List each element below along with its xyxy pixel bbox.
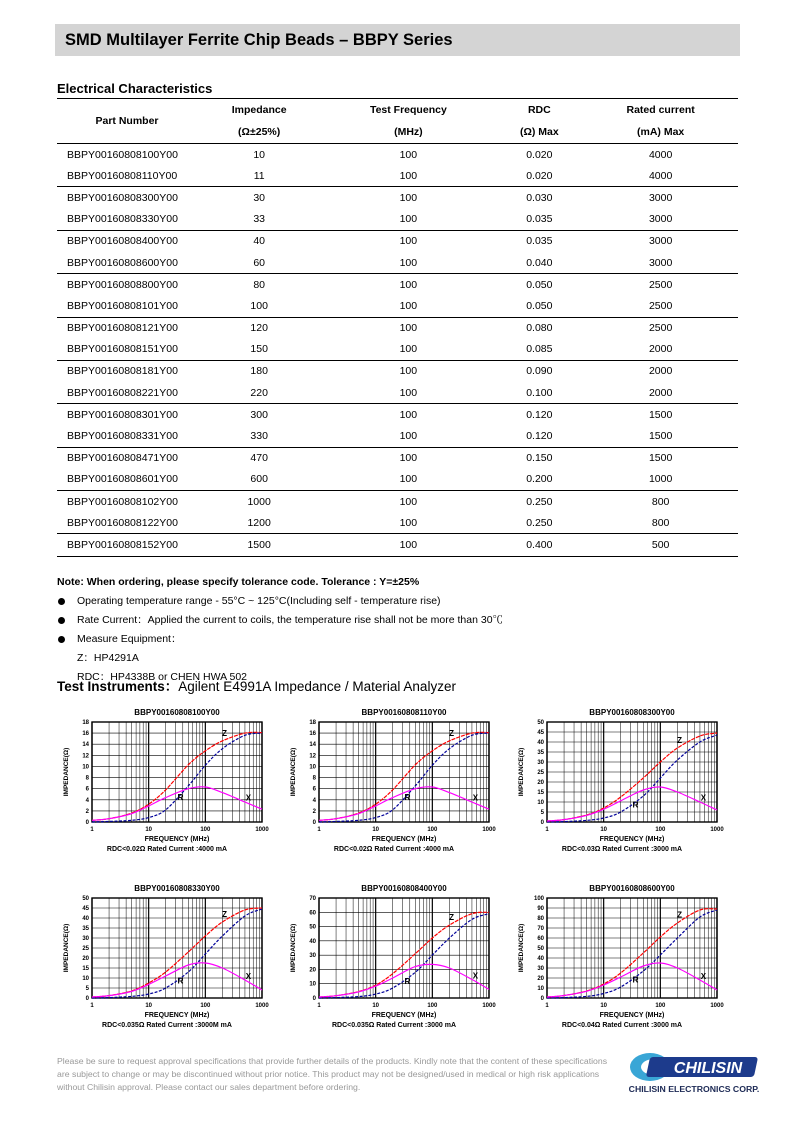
y-tick-label: 0 <box>312 820 316 826</box>
cell-test-frequency: 100 <box>399 148 418 161</box>
table-body <box>57 144 738 557</box>
y-tick-label: 60 <box>309 910 316 917</box>
cell-test-frequency: 100 <box>399 191 418 204</box>
y-tick-label: 50 <box>309 924 316 931</box>
logo-brand: CHILISIN <box>673 1060 743 1077</box>
y-tick-label: 50 <box>537 946 544 952</box>
y-tick-label: 40 <box>309 938 316 945</box>
cell-rated-current: 1500 <box>648 452 673 465</box>
y-tick-label: 18 <box>309 720 316 726</box>
cell-part-number: BBPY00160808471Y00 <box>67 452 178 465</box>
chart-caption: RDC<0.02Ω Rated Current :4000 mA <box>106 846 228 853</box>
title-bar <box>55 24 740 56</box>
col-test-frequency-unit: (MHz) <box>321 121 495 144</box>
chilisin-logo <box>624 1048 764 1098</box>
note-equipment-z: Z：HP4291A <box>77 652 139 664</box>
chart-svg <box>512 704 727 884</box>
series-line-r <box>547 910 717 998</box>
cell-rated-current: 3000 <box>648 235 673 248</box>
page-title: SMD Multilayer Ferrite Chip Beads – BBPY Series <box>65 31 453 49</box>
table-row <box>57 534 738 556</box>
cell-rdc: 0.020 <box>495 165 583 187</box>
cell-test-frequency: 100 <box>399 365 418 378</box>
cell-rdc: 0.040 <box>495 252 583 274</box>
table-row <box>57 404 738 426</box>
cell-rdc: 0.150 <box>526 452 553 465</box>
series-label-r: R <box>632 975 639 985</box>
y-tick-label: 4 <box>312 797 316 804</box>
y-tick-label: 14 <box>82 742 89 749</box>
x-tick-label: 100 <box>427 827 438 833</box>
cell-impedance: 150 <box>197 339 321 361</box>
y-tick-label: 40 <box>537 740 544 746</box>
y-tick-label: 0 <box>85 996 89 1002</box>
x-tick-label: 1 <box>545 827 549 833</box>
cell-test-frequency: 100 <box>321 339 495 361</box>
y-tick-label: 35 <box>537 750 544 756</box>
y-tick-label: 16 <box>82 731 89 738</box>
ordering-note: Note: When ordering, please specify tolerance code. Tolerance : Y=±25% <box>57 576 420 588</box>
y-tick-label: 8 <box>312 775 316 782</box>
y-tick-label: 8 <box>85 775 89 782</box>
cell-impedance: 600 <box>197 469 321 491</box>
x-tick-label: 1 <box>317 827 321 833</box>
y-tick-label: 0 <box>540 996 544 1002</box>
table-row <box>57 165 738 187</box>
cell-part-number: BBPY00160808110Y00 <box>57 165 197 187</box>
cell-rated-current: 2000 <box>648 365 673 378</box>
chart-svg <box>284 704 499 884</box>
impedance-chart-5 <box>284 880 499 1060</box>
x-axis-label: FREQUENCY (MHz) <box>144 836 210 843</box>
series-label-z: Z <box>222 729 228 739</box>
impedance-chart-3 <box>512 704 727 884</box>
y-tick-label: 6 <box>85 786 89 793</box>
cell-rated-current: 500 <box>583 534 738 556</box>
cell-part-number: BBPY00160808102Y00 <box>67 495 178 508</box>
chart-caption: RDC<0.035Ω Rated Current :3000M mA <box>102 1022 232 1029</box>
x-tick-label: 10 <box>600 827 608 833</box>
logo-mark-icon <box>624 1048 764 1084</box>
series-label-r: R <box>177 976 184 986</box>
cell-rdc: 0.035 <box>526 235 553 248</box>
cell-part-number: BBPY00160808400Y00 <box>67 235 178 248</box>
cell-test-frequency: 100 <box>399 408 418 421</box>
cell-impedance: 100 <box>197 295 321 317</box>
y-tick-label: 35 <box>82 926 89 932</box>
cell-rated-current: 2000 <box>583 339 738 361</box>
table-row <box>57 295 738 317</box>
y-tick-label: 14 <box>309 742 316 749</box>
cell-rdc: 0.200 <box>495 469 583 491</box>
y-tick-label: 70 <box>537 926 544 932</box>
y-tick-label: 0 <box>312 996 316 1002</box>
series-label-x: X <box>245 972 252 982</box>
y-tick-label: 0 <box>540 820 544 826</box>
x-axis-label: FREQUENCY (MHz) <box>599 1012 665 1019</box>
table-row <box>57 317 738 339</box>
x-tick-label: 1000 <box>482 827 496 833</box>
cell-impedance: 40 <box>253 235 265 248</box>
x-tick-label: 100 <box>200 1003 211 1009</box>
cell-impedance: 120 <box>250 322 268 335</box>
x-tick-label: 1 <box>90 1003 94 1009</box>
cell-impedance: 11 <box>197 165 321 187</box>
cell-part-number: BBPY00160808101Y00 <box>57 295 197 317</box>
cell-test-frequency: 100 <box>321 252 495 274</box>
cell-test-frequency: 100 <box>399 278 418 291</box>
cell-impedance: 330 <box>197 425 321 447</box>
y-tick-label: 2 <box>85 808 89 815</box>
test-instruments-label: Test Instruments： <box>57 679 179 694</box>
cell-impedance: 1500 <box>197 534 321 556</box>
chart-title: BBPY00160808400Y00 <box>361 884 447 893</box>
x-axis-label: FREQUENCY (MHz) <box>371 836 437 843</box>
table-row <box>57 252 738 274</box>
cell-impedance: 1200 <box>197 512 321 534</box>
x-tick-label: 10 <box>145 827 153 833</box>
cell-test-frequency: 100 <box>321 209 495 231</box>
col-part-number: Part Number <box>57 99 197 144</box>
cell-part-number: BBPY00160808152Y00 <box>57 534 197 556</box>
cell-rdc: 0.085 <box>495 339 583 361</box>
series-line-x <box>319 787 489 821</box>
notes <box>57 573 503 687</box>
y-tick-label: 4 <box>85 797 89 804</box>
series-line-x <box>92 787 262 821</box>
cell-rdc: 0.120 <box>495 425 583 447</box>
cell-test-frequency: 100 <box>321 295 495 317</box>
col-rdc-unit: (Ω) Max <box>495 121 583 144</box>
test-instruments-value: Agilent E4991A Impedance / Material Analyzer <box>178 679 456 694</box>
y-tick-label: 80 <box>537 916 544 922</box>
impedance-chart-1 <box>57 704 272 884</box>
x-tick-label: 1000 <box>710 1003 724 1009</box>
cell-part-number: BBPY00160808800Y00 <box>67 278 178 291</box>
x-tick-label: 100 <box>427 1003 438 1009</box>
series-label-x: X <box>472 793 479 803</box>
table-row <box>57 209 738 231</box>
table-row <box>57 425 738 447</box>
y-tick-label: 10 <box>82 976 89 982</box>
y-tick-label: 10 <box>537 986 544 992</box>
col-rated-current-unit: (mA) Max <box>583 121 738 144</box>
series-label-r: R <box>632 800 639 810</box>
cell-impedance: 60 <box>197 252 321 274</box>
y-tick-label: 90 <box>537 906 544 912</box>
x-tick-label: 100 <box>200 827 211 833</box>
x-tick-label: 1000 <box>482 1003 496 1009</box>
y-axis-label: IMPEDANCE(Ω) <box>290 923 297 973</box>
cell-rdc: 0.050 <box>526 278 553 291</box>
chart-caption: RDC<0.035Ω Rated Current :3000 mA <box>331 1022 457 1029</box>
cell-rdc: 0.035 <box>495 209 583 231</box>
y-tick-label: 20 <box>309 967 316 974</box>
table-row <box>57 360 738 382</box>
x-tick-label: 10 <box>372 827 380 833</box>
series-label-x: X <box>245 793 252 803</box>
table-row <box>57 187 738 209</box>
y-axis-label: IMPEDANCE(Ω) <box>518 923 525 973</box>
x-tick-label: 1000 <box>255 827 269 833</box>
series-label-x: X <box>700 972 707 982</box>
cell-rated-current: 2000 <box>583 382 738 404</box>
cell-rated-current: 1500 <box>648 408 673 421</box>
series-label-z: Z <box>449 913 455 923</box>
y-axis-label: IMPEDANCE(Ω) <box>518 747 525 797</box>
y-tick-label: 60 <box>537 936 544 942</box>
cell-rdc: 0.020 <box>526 148 553 161</box>
cell-impedance: 80 <box>253 278 265 291</box>
x-tick-label: 1 <box>317 1003 321 1009</box>
y-tick-label: 0 <box>85 820 89 826</box>
series-label-z: Z <box>677 910 683 920</box>
cell-rdc: 0.400 <box>495 534 583 556</box>
cell-rdc: 0.050 <box>495 295 583 317</box>
plot-frame <box>319 722 489 822</box>
chart-svg <box>284 880 499 1060</box>
table-row <box>57 469 738 491</box>
cell-rated-current: 1500 <box>583 425 738 447</box>
y-tick-label: 10 <box>537 800 544 806</box>
table-row <box>57 491 738 513</box>
note-equipment-rdc: RDC：HP4338B or CHEN HWA 502 <box>77 671 247 683</box>
cell-rated-current: 3000 <box>583 209 738 231</box>
chart-title: BBPY00160808330Y00 <box>134 884 220 893</box>
y-tick-label: 12 <box>309 753 316 760</box>
cell-impedance: 1000 <box>247 495 271 508</box>
x-tick-label: 1 <box>545 1003 549 1009</box>
col-rdc: RDC <box>495 99 583 122</box>
test-instruments <box>57 675 456 695</box>
cell-test-frequency: 100 <box>321 425 495 447</box>
cell-impedance: 30 <box>253 191 265 204</box>
logo-company-name: CHILISIN ELECTRONICS CORP. <box>628 1084 760 1094</box>
col-impedance: Impedance <box>197 99 321 122</box>
cell-impedance: 300 <box>250 408 268 421</box>
y-tick-label: 70 <box>309 896 316 902</box>
series-label-z: Z <box>677 735 683 745</box>
series-label-x: X <box>472 971 479 981</box>
impedance-chart-2 <box>284 704 499 884</box>
col-impedance-unit: (Ω±25%) <box>197 121 321 144</box>
cell-rated-current: 3000 <box>583 252 738 274</box>
col-test-frequency: Test Frequency <box>321 99 495 122</box>
y-tick-label: 40 <box>537 956 544 962</box>
chart-title: BBPY00160808100Y00 <box>134 708 220 717</box>
cell-test-frequency: 100 <box>399 322 418 335</box>
cell-part-number: BBPY00160808601Y00 <box>57 469 197 491</box>
cell-part-number: BBPY00160808331Y00 <box>57 425 197 447</box>
cell-test-frequency: 100 <box>399 452 418 465</box>
cell-part-number: BBPY00160808181Y00 <box>67 365 178 378</box>
cell-test-frequency: 100 <box>321 382 495 404</box>
cell-rdc: 0.120 <box>526 408 553 421</box>
cell-impedance: 470 <box>250 452 268 465</box>
cell-part-number: BBPY00160808121Y00 <box>67 322 178 335</box>
cell-part-number: BBPY00160808221Y00 <box>57 382 197 404</box>
cell-rdc: 0.080 <box>526 322 553 335</box>
y-tick-label: 6 <box>312 786 316 793</box>
cell-rated-current: 800 <box>583 512 738 534</box>
note-measure-equipment: Measure Equipment： <box>57 630 503 649</box>
chart-caption: RDC<0.02Ω Rated Current :4000 mA <box>333 846 455 853</box>
cell-part-number: BBPY00160808151Y00 <box>57 339 197 361</box>
cell-impedance: 33 <box>197 209 321 231</box>
cell-rdc: 0.090 <box>526 365 553 378</box>
impedance-chart-6 <box>512 880 727 1060</box>
cell-rated-current: 3000 <box>648 191 673 204</box>
y-tick-label: 20 <box>82 956 89 962</box>
y-tick-label: 50 <box>537 720 544 726</box>
impedance-chart-4 <box>57 880 272 1060</box>
cell-test-frequency: 100 <box>321 469 495 491</box>
series-label-r: R <box>404 976 411 986</box>
cell-part-number: BBPY00160808100Y00 <box>67 148 178 161</box>
plot-frame <box>92 722 262 822</box>
y-axis-label: IMPEDANCE(Ω) <box>290 747 297 797</box>
table-row <box>57 144 738 166</box>
cell-rated-current: 4000 <box>583 165 738 187</box>
y-tick-label: 12 <box>82 753 89 760</box>
x-tick-label: 1000 <box>255 1003 269 1009</box>
y-tick-label: 2 <box>312 808 316 815</box>
y-tick-label: 100 <box>533 896 544 902</box>
cell-impedance: 180 <box>250 365 268 378</box>
col-rated-current: Rated current <box>583 99 738 122</box>
y-tick-label: 16 <box>309 731 316 738</box>
y-tick-label: 45 <box>537 730 544 736</box>
x-axis-label: FREQUENCY (MHz) <box>371 1012 437 1019</box>
series-label-r: R <box>177 793 184 803</box>
cell-impedance: 220 <box>197 382 321 404</box>
chart-title: BBPY00160808600Y00 <box>589 884 675 893</box>
disclaimer-footer: Please be sure to request approval specifications that provide further details of the products. Kindly note that the content of these specifications are subject to change or may be discontinued without prior notice. This product may not be designed/used in medical or high risk applications without Chilisin approval. Please contact our sales department before ordering. <box>57 1056 608 1092</box>
cell-part-number: BBPY00160808122Y00 <box>57 512 197 534</box>
chart-title: BBPY00160808110Y00 <box>361 708 447 717</box>
y-tick-label: 30 <box>82 936 89 942</box>
cell-rdc: 0.250 <box>495 512 583 534</box>
y-tick-label: 30 <box>309 953 316 960</box>
y-axis-label: IMPEDANCE(Ω) <box>63 923 70 973</box>
x-tick-label: 10 <box>145 1003 153 1009</box>
chart-svg <box>57 704 272 884</box>
y-tick-label: 25 <box>537 770 544 776</box>
cell-rated-current: 2500 <box>648 278 673 291</box>
x-tick-label: 1000 <box>710 827 724 833</box>
table-row <box>57 447 738 469</box>
cell-rated-current: 2500 <box>648 322 673 335</box>
cell-rated-current: 800 <box>651 495 670 508</box>
y-tick-label: 25 <box>82 946 89 952</box>
y-tick-label: 5 <box>85 986 89 992</box>
cell-rdc: 0.100 <box>495 382 583 404</box>
series-line-z <box>319 732 489 820</box>
y-tick-label: 15 <box>537 790 544 796</box>
series-label-z: Z <box>222 909 228 919</box>
y-tick-label: 10 <box>309 764 316 771</box>
y-tick-label: 18 <box>82 720 89 726</box>
chart-caption: RDC<0.04Ω Rated Current :3000 mA <box>561 1022 683 1029</box>
x-axis-label: FREQUENCY (MHz) <box>599 836 665 843</box>
cell-test-frequency: 100 <box>399 495 418 508</box>
cell-rdc: 0.250 <box>526 495 553 508</box>
y-tick-label: 30 <box>537 966 544 972</box>
table-row <box>57 230 738 252</box>
chart-title: BBPY00160808300Y00 <box>589 708 675 717</box>
note-rated-current: Rate Current：Applied the current to coils, the temperature rise shall not be more than 30℃ <box>57 611 503 630</box>
cell-test-frequency: 100 <box>321 534 495 556</box>
cell-part-number: BBPY00160808330Y00 <box>57 209 197 231</box>
x-tick-label: 10 <box>372 1003 380 1009</box>
y-tick-label: 40 <box>82 916 89 922</box>
y-tick-label: 20 <box>537 976 544 982</box>
series-label-z: Z <box>449 729 455 739</box>
series-label-r: R <box>404 793 411 803</box>
y-tick-label: 10 <box>82 764 89 771</box>
x-tick-label: 10 <box>600 1003 608 1009</box>
y-tick-label: 20 <box>537 780 544 786</box>
cell-impedance: 10 <box>253 148 265 161</box>
electrical-characteristics-table <box>57 98 738 557</box>
cell-test-frequency: 100 <box>321 165 495 187</box>
y-tick-label: 45 <box>82 906 89 912</box>
x-tick-label: 100 <box>655 827 666 833</box>
cell-rated-current: 4000 <box>648 148 673 161</box>
y-tick-label: 50 <box>82 896 89 902</box>
section-title: Electrical Characteristics <box>57 81 213 96</box>
table-row <box>57 339 738 361</box>
y-axis-label: IMPEDANCE(Ω) <box>63 747 70 797</box>
table-row <box>57 512 738 534</box>
chart-svg <box>512 880 727 1060</box>
x-axis-label: FREQUENCY (MHz) <box>144 1012 210 1019</box>
cell-rated-current: 1000 <box>583 469 738 491</box>
cell-part-number: BBPY00160808301Y00 <box>67 408 178 421</box>
cell-part-number: BBPY00160808300Y00 <box>67 191 178 204</box>
y-tick-label: 30 <box>537 760 544 766</box>
chart-caption: RDC<0.03Ω Rated Current :3000 mA <box>561 846 683 853</box>
x-tick-label: 1 <box>90 827 94 833</box>
cell-rdc: 0.030 <box>526 191 553 204</box>
y-tick-label: 5 <box>540 810 544 816</box>
series-label-x: X <box>700 793 707 803</box>
series-line-z <box>92 732 262 820</box>
chart-svg <box>57 880 272 1060</box>
cell-part-number: BBPY00160808600Y00 <box>57 252 197 274</box>
table-row <box>57 382 738 404</box>
cell-rated-current: 2500 <box>583 295 738 317</box>
y-tick-label: 10 <box>309 981 316 988</box>
x-tick-label: 100 <box>655 1003 666 1009</box>
cell-test-frequency: 100 <box>321 512 495 534</box>
note-operating-temp: Operating temperature range - 55°C ~ 125°C(Including self - temperature rise) <box>57 592 503 611</box>
cell-test-frequency: 100 <box>399 235 418 248</box>
y-tick-label: 15 <box>82 966 89 972</box>
table-row <box>57 274 738 296</box>
